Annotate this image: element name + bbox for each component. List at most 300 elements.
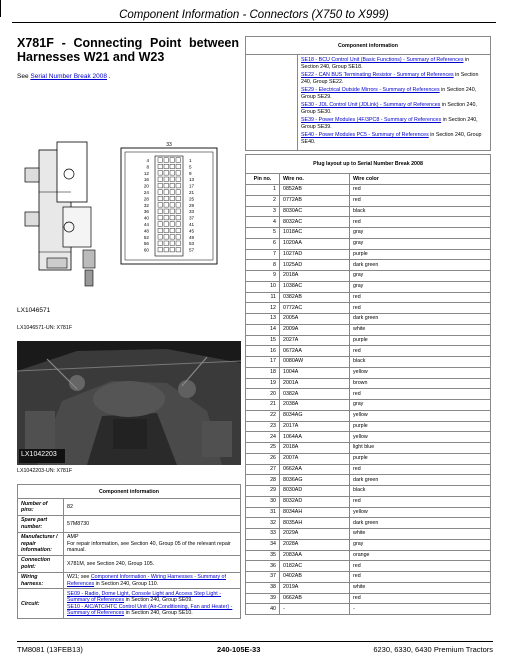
- wire-number: 0382A: [280, 389, 350, 400]
- wire-number: 2028A: [280, 539, 350, 550]
- top-info-link[interactable]: SE40 - Power Modules PC5 - Summary of References: [301, 132, 429, 139]
- top-info-entry: [301, 87, 487, 101]
- col-pin-no: Pin no.: [246, 174, 280, 185]
- pin-label: 53: [189, 241, 195, 247]
- top-info-entry: [301, 72, 487, 86]
- connection-point-value: X781M, see Section 240, Group 105.: [64, 555, 241, 572]
- pin-cavity: [158, 222, 163, 227]
- wire-number: 8034AG: [280, 410, 350, 421]
- wire-number: 1064AA: [280, 432, 350, 443]
- pin-number: 37: [246, 572, 280, 583]
- top-info-entry: [301, 57, 487, 71]
- wire-number: 8030AD: [280, 486, 350, 497]
- table-row: [246, 249, 491, 260]
- pin-label: 1: [189, 158, 192, 163]
- wire-number: 8032AD: [280, 496, 350, 507]
- col-wire-color: Wire color: [350, 174, 491, 185]
- pin-cavity: [176, 158, 181, 163]
- pin-top-label: 33: [166, 142, 172, 148]
- pin-number: 16: [246, 346, 280, 357]
- circuit-se10-link[interactable]: SE10 - AIC/ATC/HTC Control Unit (Air-Conditioning, Fan and Heater) - Summary of References: [67, 603, 233, 617]
- pin-label: 52: [143, 234, 149, 240]
- wire-number: 1020AA: [280, 238, 350, 249]
- wire-color: yellow: [350, 367, 491, 378]
- manufacturer-value: AMP For repair information, see Section 40, Group 05 of the relevant repair manual.: [64, 532, 241, 555]
- pin-number: 3: [246, 206, 280, 217]
- table-row: [246, 550, 491, 561]
- top-info-link[interactable]: SE18 - BCU Control Unit (Basic Functions) - Summary of References: [301, 57, 464, 63]
- top-info-rest: in Section 240, Group SE39.: [301, 117, 478, 131]
- wire-color: purple: [350, 335, 491, 346]
- pin-cavity: [158, 215, 163, 220]
- wire-number: 2083AA: [280, 550, 350, 561]
- see-suffix: .: [106, 73, 111, 80]
- pin-label: 20: [143, 183, 149, 189]
- pin-number: 8: [246, 260, 280, 271]
- pin-number: 7: [246, 249, 280, 260]
- pin-cavity: [164, 222, 169, 227]
- table-row: [246, 593, 491, 604]
- col-wire-no: Wire no.: [280, 174, 350, 185]
- wire-color: brown: [350, 378, 491, 389]
- pin-cavity: [170, 171, 175, 176]
- page-header: Component Information - Connectors (X750 to X999): [12, 7, 496, 23]
- pin-cavity: [176, 235, 181, 240]
- pin-number: 9: [246, 271, 280, 282]
- pin-label: 24: [143, 190, 149, 195]
- table-row: [246, 486, 491, 497]
- pin-number: 25: [246, 443, 280, 454]
- pin-cavity: [164, 183, 169, 188]
- table-row: [246, 604, 491, 615]
- pin-label: 17: [189, 183, 195, 189]
- pin-cavity: [170, 235, 175, 240]
- pin-cavity: [164, 171, 169, 176]
- table-row: [246, 400, 491, 411]
- pin-cavity: [176, 171, 181, 176]
- pin-label: 29: [189, 202, 195, 208]
- pin-cavity: [164, 158, 169, 163]
- table-row: [246, 357, 491, 368]
- pin-cavity: [164, 235, 169, 240]
- pin-number: 19: [246, 378, 280, 389]
- circuit-se10-rest: in Section 240, Group SE10.: [124, 610, 193, 617]
- pin-cavity: [158, 209, 163, 214]
- wire-color: gray: [350, 400, 491, 411]
- pin-label: 21: [189, 190, 195, 195]
- component-info-top-blank: [246, 55, 298, 151]
- table-row: [246, 314, 491, 325]
- wire-color: red: [350, 389, 491, 400]
- table-row: [246, 195, 491, 206]
- wire-color: red: [350, 195, 491, 206]
- pin-label: 48: [143, 228, 149, 234]
- wire-color: red: [350, 593, 491, 604]
- pin-label: 36: [143, 209, 149, 215]
- wire-color: white: [350, 324, 491, 335]
- pin-number: 38: [246, 582, 280, 593]
- pin-cavity: [158, 196, 163, 201]
- pin-label: 45: [189, 228, 195, 234]
- table-row: [246, 518, 491, 529]
- cab-photo-drawing: [17, 341, 241, 465]
- pin-number: 31: [246, 507, 280, 518]
- wire-color: red: [350, 496, 491, 507]
- wire-number: 8034AH: [280, 507, 350, 518]
- wire-color: gray: [350, 238, 491, 249]
- manufacturer-label: Manufacturer / repair information:: [18, 532, 64, 555]
- pin-cavity: [158, 190, 163, 195]
- serial-number-break-link[interactable]: Serial Number Break 2008: [30, 73, 107, 80]
- wire-color: gray: [350, 228, 491, 239]
- pin-cavity: [164, 196, 169, 201]
- pin-cavity: [170, 241, 175, 246]
- table-row: [246, 238, 491, 249]
- pin-cavity: [176, 228, 181, 233]
- connection-point-label: Connection point:: [18, 555, 64, 572]
- wire-color: red: [350, 303, 491, 314]
- pin-number: 6: [246, 238, 280, 249]
- pin-number: 14: [246, 324, 280, 335]
- table-row: [246, 421, 491, 432]
- table-row: [246, 217, 491, 228]
- top-info-rest: in Section 240, Group SE29.: [301, 87, 477, 100]
- wire-color: white: [350, 582, 491, 593]
- pin-label: 4: [146, 158, 149, 163]
- pin-number: 15: [246, 335, 280, 346]
- pin-cavity: [170, 177, 175, 182]
- pin-cavity: [176, 215, 181, 220]
- wire-color: red: [350, 346, 491, 357]
- pin-number: 21: [246, 400, 280, 411]
- circuit-value: [64, 589, 241, 619]
- wire-number: 2007A: [280, 453, 350, 464]
- pin-cavity: [176, 222, 181, 227]
- wire-number: 0662AA: [280, 464, 350, 475]
- pin-number: 12: [246, 303, 280, 314]
- wire-color: purple: [350, 453, 491, 464]
- pin-cavity: [170, 158, 175, 163]
- pin-cavity: [170, 203, 175, 208]
- table-row: [246, 185, 491, 196]
- pin-cavity: [176, 241, 181, 246]
- wire-number: 2019A: [280, 582, 350, 593]
- pin-cavity: [164, 177, 169, 182]
- pin-label: 5: [189, 164, 192, 170]
- wire-number: 1018AC: [280, 228, 350, 239]
- pin-cavity: [170, 228, 175, 233]
- wire-number: 0382AB: [280, 292, 350, 303]
- pin-number: 10: [246, 281, 280, 292]
- pin-cavity: [164, 209, 169, 214]
- pin-cavity: [176, 183, 181, 188]
- table-row: [246, 572, 491, 583]
- wire-number: 2017A: [280, 421, 350, 432]
- footer-model: 6230, 6330, 6430 Premium Tractors: [373, 645, 493, 654]
- wire-number: 2001A: [280, 378, 350, 389]
- wire-color: black: [350, 206, 491, 217]
- table-row: [246, 529, 491, 540]
- pin-cavity: [158, 235, 163, 240]
- pin-cavity: [176, 209, 181, 214]
- cab-photo: [17, 341, 241, 465]
- circuit-se09-link[interactable]: SE09 - Radio, Dome Light, Console Light and Access Step Light - Summary of References: [67, 590, 221, 604]
- table-row: [246, 206, 491, 217]
- wiring-harness-prefix: W21; see: [67, 574, 91, 581]
- component-info-top-heading: Component information: [246, 37, 491, 55]
- wire-color: yellow: [350, 432, 491, 443]
- pin-cavity: [158, 228, 163, 233]
- pin-label: 33: [189, 209, 195, 215]
- table-row: [246, 260, 491, 271]
- table-row: [246, 561, 491, 572]
- pin-number: 40: [246, 604, 280, 615]
- wire-number: 1025AD: [280, 260, 350, 271]
- table-row: [246, 464, 491, 475]
- wire-color: red: [350, 572, 491, 583]
- pin-cavity: [158, 158, 163, 163]
- table-row: [246, 443, 491, 454]
- pin-cavity: [164, 247, 169, 252]
- wire-number: 2038A: [280, 400, 350, 411]
- table-row: [246, 582, 491, 593]
- pin-cavity: [164, 215, 169, 220]
- pin-number: 39: [246, 593, 280, 604]
- pin-cavity: [164, 164, 169, 169]
- wire-color: gray: [350, 281, 491, 292]
- pin-cavity: [158, 203, 163, 208]
- component-info-bottom-table: [17, 484, 241, 619]
- wire-color: gray: [350, 271, 491, 282]
- plug-layout-rows: [246, 185, 491, 615]
- wire-color: red: [350, 185, 491, 196]
- pin-cavity: [164, 241, 169, 246]
- wire-number: 2009A: [280, 324, 350, 335]
- wire-number: 2029A: [280, 529, 350, 540]
- wire-color: red: [350, 217, 491, 228]
- pin-cavity: [158, 241, 163, 246]
- wire-number: 0662AB: [280, 593, 350, 604]
- pin-cavity: [158, 177, 163, 182]
- circuit-se09-rest: in Section 240, Group SE09.: [124, 597, 193, 604]
- pin-cavity: [158, 183, 163, 188]
- pin-number: 2: [246, 195, 280, 206]
- pin-cavity: [170, 247, 175, 252]
- pin-cavity: [176, 177, 181, 182]
- table-row: [246, 292, 491, 303]
- wire-color: black: [350, 357, 491, 368]
- pin-cavity: [164, 203, 169, 208]
- pin-number: 11: [246, 292, 280, 303]
- top-info-entry: [301, 102, 487, 116]
- pin-number: 36: [246, 561, 280, 572]
- see-prefix: See: [17, 73, 31, 80]
- table-row: [246, 496, 491, 507]
- pin-label: 28: [143, 196, 149, 202]
- wire-number: 8035AH: [280, 518, 350, 529]
- pin-number: 26: [246, 453, 280, 464]
- wire-number: 0672AA: [280, 346, 350, 357]
- connector-drawing: [17, 132, 239, 300]
- pin-number: 34: [246, 539, 280, 550]
- pin-cavity: [164, 228, 169, 233]
- footer-page-number: 240-105E-33: [217, 645, 261, 654]
- pin-number: 13: [246, 314, 280, 325]
- wiring-harness-value: [64, 572, 241, 589]
- wire-color: white: [350, 529, 491, 540]
- pin-label: 9: [189, 170, 192, 176]
- wire-number: 8030AC: [280, 206, 350, 217]
- pin-number: 29: [246, 486, 280, 497]
- section-title-line2: Harnesses W21 and W23: [17, 50, 165, 64]
- top-info-rest: in Section 240, Group SE18.: [301, 57, 470, 70]
- table-row: [246, 475, 491, 486]
- pin-number: 4: [246, 217, 280, 228]
- wire-color: orange: [350, 550, 491, 561]
- see-reference: [17, 73, 111, 80]
- wiring-harness-label: Wiring harness:: [18, 572, 64, 589]
- pin-label: 40: [143, 215, 149, 221]
- pin-number: 33: [246, 529, 280, 540]
- wiring-harness-link[interactable]: Component Information - Wiring Harnesses - Summary of References: [67, 574, 226, 587]
- wire-number: 0182AC: [280, 561, 350, 572]
- pin-cavity: [158, 171, 163, 176]
- pin-number: 24: [246, 432, 280, 443]
- pin-cavity: [176, 196, 181, 201]
- table-row: [246, 324, 491, 335]
- wire-color: -: [350, 604, 491, 615]
- wire-color: yellow: [350, 507, 491, 518]
- wire-color: light blue: [350, 443, 491, 454]
- table-row: [246, 389, 491, 400]
- section-title-line1: X781F - Connecting Point between: [17, 36, 239, 50]
- header-rule-left: [0, 0, 10, 17]
- table-row: [246, 367, 491, 378]
- table-row: [246, 453, 491, 464]
- wire-color: dark green: [350, 518, 491, 529]
- plug-layout-heading: Plug layout up to Serial Number Break 2008: [246, 155, 491, 174]
- pin-label: 57: [189, 247, 195, 253]
- pin-number: 30: [246, 496, 280, 507]
- table-row: [246, 507, 491, 518]
- pin-cavity: [170, 190, 175, 195]
- top-info-entry: [301, 132, 487, 146]
- pin-number: 27: [246, 464, 280, 475]
- pin-cavity: [170, 196, 175, 201]
- pin-label: 32: [143, 202, 149, 208]
- pin-label: 41: [189, 222, 195, 227]
- pin-cavity: [176, 247, 181, 252]
- table-row: [246, 378, 491, 389]
- top-info-rest: in Section 240, Group SE40.: [301, 132, 482, 146]
- wire-number: 0402AB: [280, 572, 350, 583]
- pin-number: 32: [246, 518, 280, 529]
- wire-number: 0080AW: [280, 357, 350, 368]
- pin-label: 12: [143, 170, 149, 176]
- pin-label: 37: [189, 215, 195, 221]
- pin-label: 16: [143, 177, 149, 183]
- wire-number: 1038AC: [280, 281, 350, 292]
- component-info-top-table: [245, 36, 491, 151]
- pin-number: 18: [246, 367, 280, 378]
- connector-illustration: [17, 132, 239, 300]
- number-of-pins-label: Number of pins:: [18, 499, 64, 516]
- pin-cavity: [176, 203, 181, 208]
- pin-cavity: [170, 209, 175, 214]
- wire-number: 2018A: [280, 271, 350, 282]
- table-row: [246, 271, 491, 282]
- wire-color: red: [350, 292, 491, 303]
- top-info-link[interactable]: SE30 - JDL Control Unit (JDLink) - Summary of References: [301, 102, 441, 109]
- pin-label: 56: [143, 241, 149, 247]
- plug-layout-table: [245, 154, 491, 615]
- wire-number: 1004A: [280, 367, 350, 378]
- number-of-pins-value: 82: [64, 499, 241, 516]
- pin-cavity: [164, 190, 169, 195]
- table-row: [246, 303, 491, 314]
- pin-label: 13: [189, 177, 195, 183]
- wire-color: dark green: [350, 260, 491, 271]
- table-row: [246, 539, 491, 550]
- pin-number: 20: [246, 389, 280, 400]
- wire-color: purple: [350, 421, 491, 432]
- pin-label: 49: [189, 234, 195, 240]
- connector-caption: LX1046571-UN: X781F: [17, 325, 73, 331]
- wire-color: purple: [350, 249, 491, 260]
- cab-image-id: LX1042203: [21, 451, 57, 458]
- table-row: [246, 228, 491, 239]
- wire-color: dark green: [350, 475, 491, 486]
- table-row: [246, 410, 491, 421]
- pin-label: 8: [146, 164, 149, 170]
- wire-color: red: [350, 561, 491, 572]
- pin-cavity: [176, 190, 181, 195]
- wire-number: -: [280, 604, 350, 615]
- component-info-bottom-heading: Component information: [18, 485, 241, 499]
- pin-number: 5: [246, 228, 280, 239]
- pin-number: 28: [246, 475, 280, 486]
- wire-color: dark green: [350, 314, 491, 325]
- pin-label: 44: [143, 222, 149, 227]
- table-row: [246, 281, 491, 292]
- wiring-harness-rest: in Section 240, Group 110.: [94, 580, 159, 587]
- pin-number: 35: [246, 550, 280, 561]
- wire-color: gray: [350, 539, 491, 550]
- circuit-label: Circuit:: [18, 589, 64, 619]
- wire-number: 2005A: [280, 314, 350, 325]
- wire-number: 1027AD: [280, 249, 350, 260]
- connector-image-id: LX1046571: [17, 307, 51, 314]
- table-row: [246, 432, 491, 443]
- page-footer: [17, 641, 493, 653]
- wire-color: yellow: [350, 410, 491, 421]
- pin-number: 23: [246, 421, 280, 432]
- component-info-top-entries: [298, 55, 491, 151]
- wire-number: 0772AC: [280, 303, 350, 314]
- pin-cavity: [158, 164, 163, 169]
- wire-number: 2027A: [280, 335, 350, 346]
- top-info-link[interactable]: SE22 - CAN BUS Terminating Resistor - Summary of References: [301, 72, 454, 79]
- pin-number: 22: [246, 410, 280, 421]
- spare-part-value: 57M8730: [64, 515, 241, 532]
- pin-cavity: [170, 222, 175, 227]
- pin-cavity: [170, 215, 175, 220]
- wire-color: black: [350, 486, 491, 497]
- top-info-link[interactable]: SE39 - Power Modules (4F/3PC8 - Summary of References: [301, 117, 442, 124]
- top-info-link[interactable]: SE29 - Electrical Outside Mirrors - Summary of References: [301, 87, 440, 94]
- top-info-rest: in Section 240, Group SE22.: [301, 72, 479, 85]
- top-info-rest: in Section 240, Group SE30.: [301, 102, 477, 116]
